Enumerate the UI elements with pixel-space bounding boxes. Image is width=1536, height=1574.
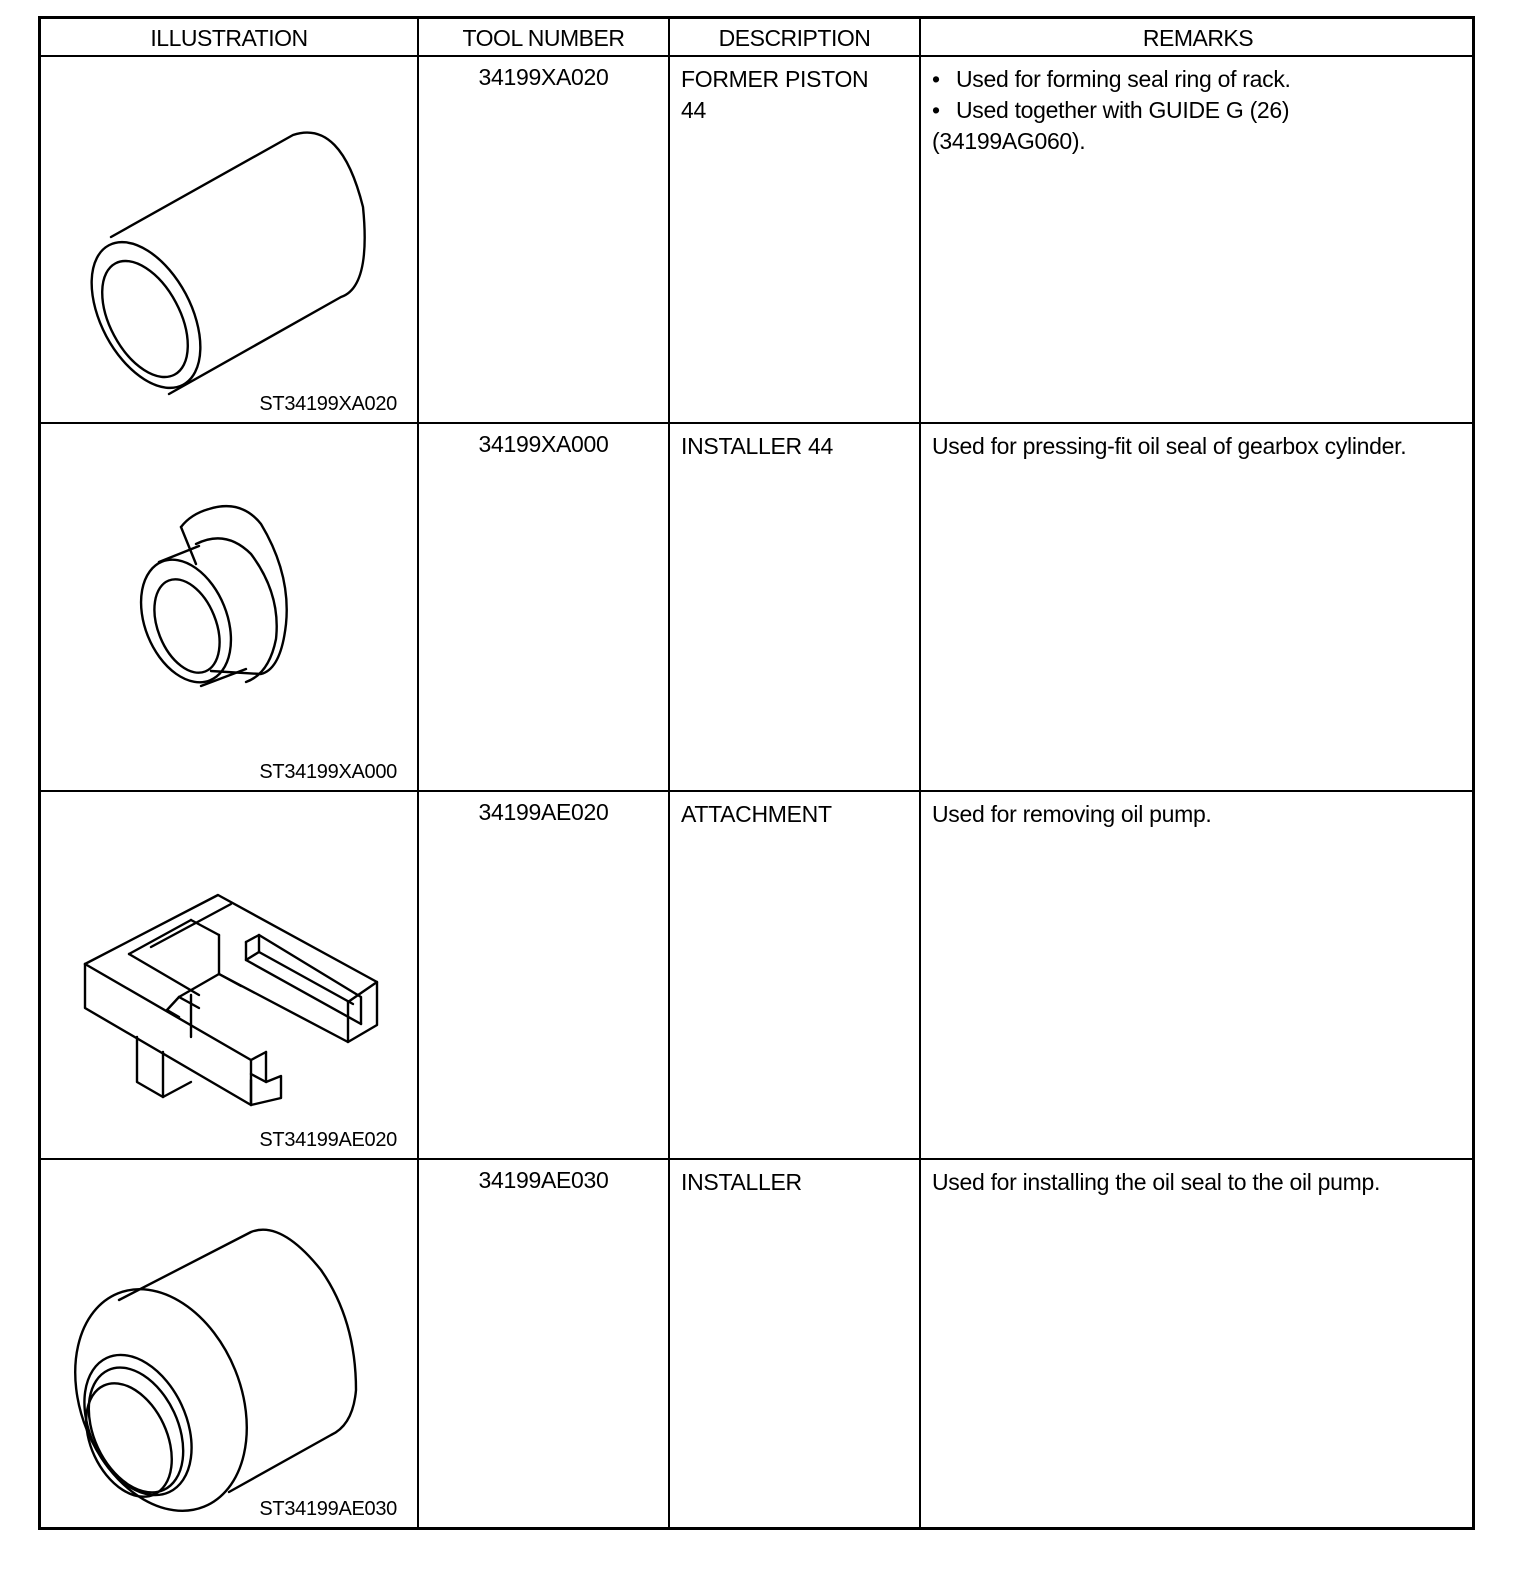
remark-continuation: (34199AG060). [932, 128, 1086, 154]
u-bracket-attachment-icon [41, 792, 417, 1158]
cylinder-sleeve-icon [41, 57, 417, 422]
table-row [41, 424, 1472, 792]
remark-text: Used for forming seal ring of rack. [956, 66, 1291, 92]
remark-text: Used for installing the oil seal to the oil pump. [932, 1169, 1381, 1195]
remarks [921, 57, 1475, 422]
tool-number: 34199AE020 [478, 799, 609, 825]
description-line: FORMER PISTON [681, 66, 869, 92]
illustration-code: ST34199AE030 [259, 1498, 397, 1520]
header-description: DESCRIPTION [718, 25, 871, 51]
header-remarks: REMARKS [1142, 25, 1254, 51]
remark-text: Used together with GUIDE G (26) [956, 97, 1290, 123]
header-illustration: ILLUSTRATION [150, 25, 308, 51]
illustration-code: ST34199AE020 [259, 1129, 397, 1151]
description-line: ATTACHMENT [681, 801, 832, 827]
illustration-cell [41, 792, 417, 1158]
tool-number: 34199XA020 [478, 64, 609, 90]
remark-bullet [932, 64, 1469, 95]
table-row [41, 1160, 1472, 1527]
description [670, 1160, 919, 1527]
tool-number: 34199AE030 [478, 1167, 609, 1193]
illustration-cell [41, 1160, 417, 1527]
illustration-code: ST34199XA000 [259, 761, 397, 783]
remark-bullet [932, 95, 1469, 126]
bullet-icon: • [932, 97, 940, 123]
tool-number: 34199XA000 [478, 431, 609, 457]
description-line: 44 [681, 97, 706, 123]
stepped-cylinder-installer-icon [41, 1160, 417, 1525]
illustration-code: ST34199XA020 [259, 393, 397, 415]
description [670, 57, 919, 422]
flanged-bushing-icon [41, 424, 417, 790]
remark-text: Used for pressing-fit oil seal of gearbox cylinder. [932, 433, 1407, 459]
illustration-cell [41, 424, 417, 790]
remarks [921, 1160, 1475, 1527]
remarks [921, 792, 1475, 1158]
bullet-icon: • [932, 66, 940, 92]
table-row [41, 792, 1472, 1160]
description [670, 792, 919, 1158]
illustration-cell [41, 57, 417, 422]
description-line: INSTALLER [681, 1169, 802, 1195]
remark-text: Used for removing oil pump. [932, 801, 1212, 827]
header-tool-number: TOOL NUMBER [462, 25, 625, 51]
table-header [41, 19, 1472, 57]
description-line: INSTALLER 44 [681, 433, 833, 459]
table-row [41, 57, 1472, 424]
description [670, 424, 919, 790]
remarks [921, 424, 1475, 790]
special-tools-table [38, 16, 1475, 1530]
